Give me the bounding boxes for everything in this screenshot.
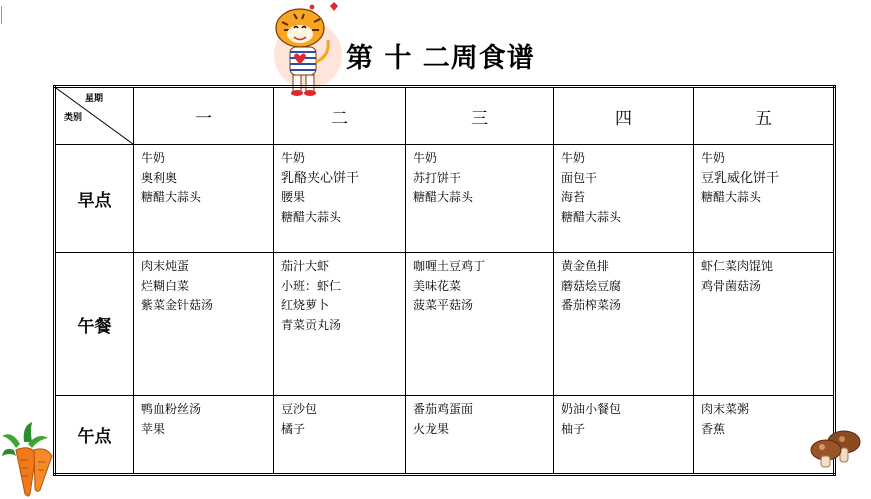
day-header-3: 三 bbox=[406, 87, 554, 145]
meal-label-lunch: 午餐 bbox=[55, 253, 134, 396]
menu-item: 鸡骨菌菇汤 bbox=[701, 278, 762, 293]
menu-item: 豆乳威化饼干 bbox=[701, 170, 780, 186]
weekly-menu-table bbox=[53, 85, 836, 476]
page-title: 第 十 二周食谱 bbox=[346, 43, 535, 74]
breakfast-row bbox=[55, 145, 835, 253]
day-header-4: 四 bbox=[554, 87, 694, 145]
menu-item: 青菜贡丸汤 bbox=[281, 317, 342, 332]
category-axis-label: 类别 bbox=[64, 113, 83, 123]
menu-item: 牛奶 bbox=[413, 151, 438, 165]
lunch-row bbox=[55, 253, 835, 396]
text-cursor-marker bbox=[1, 6, 2, 24]
menu-item: 糖醋大蒜头 bbox=[413, 190, 474, 204]
menu-item: 面包干 bbox=[561, 170, 598, 185]
day-axis-label: 星期 bbox=[84, 94, 103, 104]
header-row bbox=[55, 87, 835, 145]
menu-item: 肉末菜粥 bbox=[701, 402, 750, 416]
day-header-2: 二 bbox=[274, 87, 406, 145]
menu-cell bbox=[274, 396, 406, 475]
menu-item: 乳酪夹心饼干 bbox=[281, 170, 360, 186]
menu-cell bbox=[134, 396, 274, 475]
menu-cell bbox=[134, 253, 274, 396]
menu-cell bbox=[134, 145, 274, 253]
menu-item: 虾仁菜肉馄饨 bbox=[701, 259, 774, 273]
menu-item: 苏打饼干 bbox=[413, 170, 462, 185]
menu-cell bbox=[274, 253, 406, 396]
day-header-1: 一 bbox=[134, 87, 274, 145]
menu-item: 香蕉 bbox=[701, 421, 726, 436]
menu-item: 烂糊白菜 bbox=[141, 278, 190, 293]
menu-cell bbox=[554, 396, 694, 475]
menu-item: 糖醋大蒜头 bbox=[701, 190, 762, 204]
menu-item: 菠菜平菇汤 bbox=[413, 298, 474, 312]
menu-cell bbox=[694, 145, 835, 253]
menu-item: 牛奶 bbox=[141, 151, 166, 165]
menu-item: 牛奶 bbox=[701, 151, 726, 165]
menu-item: 茄汁大虾 bbox=[281, 259, 330, 273]
carrot-icon bbox=[0, 420, 64, 499]
menu-cell bbox=[274, 145, 406, 253]
menu-cell bbox=[694, 253, 835, 396]
day-header-5: 五 bbox=[694, 87, 835, 145]
corner-header-cell bbox=[55, 87, 134, 145]
menu-item: 豆沙包 bbox=[281, 402, 318, 416]
menu-item: 美味花菜 bbox=[413, 278, 462, 293]
menu-item: 腰果 bbox=[281, 190, 306, 204]
menu-item: 海苔 bbox=[561, 190, 586, 204]
menu-item: 糖醋大蒜头 bbox=[561, 209, 622, 224]
menu-item: 黄金鱼排 bbox=[561, 259, 610, 273]
menu-item: 牛奶 bbox=[281, 151, 306, 165]
menu-item: 紫菜金针菇汤 bbox=[141, 298, 214, 312]
menu-cell bbox=[406, 396, 554, 475]
menu-item: 橘子 bbox=[281, 421, 306, 436]
menu-cell bbox=[554, 145, 694, 253]
menu-cell bbox=[406, 253, 554, 396]
menu-item: 红烧萝卜 bbox=[281, 298, 330, 312]
mushroom-icon bbox=[806, 428, 864, 468]
menu-item: 小班：虾仁 bbox=[281, 278, 342, 293]
menu-item: 番茄鸡蛋面 bbox=[413, 402, 474, 416]
menu-item: 奶油小餐包 bbox=[561, 402, 622, 416]
menu-item: 咖喱土豆鸡丁 bbox=[413, 259, 486, 273]
menu-item: 蘑菇烩豆腐 bbox=[561, 278, 622, 293]
menu-item: 糖醋大蒜头 bbox=[281, 209, 342, 224]
menu-item: 火龙果 bbox=[413, 421, 450, 436]
meal-label-breakfast: 早点 bbox=[55, 145, 134, 253]
menu-item: 柚子 bbox=[561, 421, 586, 436]
meal-label-afternoon-snack: 午点 bbox=[55, 396, 134, 475]
menu-item: 奥利奥 bbox=[141, 170, 178, 185]
menu-item: 苹果 bbox=[141, 421, 166, 436]
menu-cell bbox=[554, 253, 694, 396]
menu-item: 番茄榨菜汤 bbox=[561, 298, 622, 312]
menu-cell bbox=[406, 145, 554, 253]
menu-item: 糖醋大蒜头 bbox=[141, 190, 202, 204]
afternoon-snack-row bbox=[55, 396, 835, 475]
menu-item: 鸭血粉丝汤 bbox=[141, 402, 202, 416]
menu-item: 牛奶 bbox=[561, 151, 586, 165]
menu-item: 肉末炖蛋 bbox=[141, 259, 190, 273]
